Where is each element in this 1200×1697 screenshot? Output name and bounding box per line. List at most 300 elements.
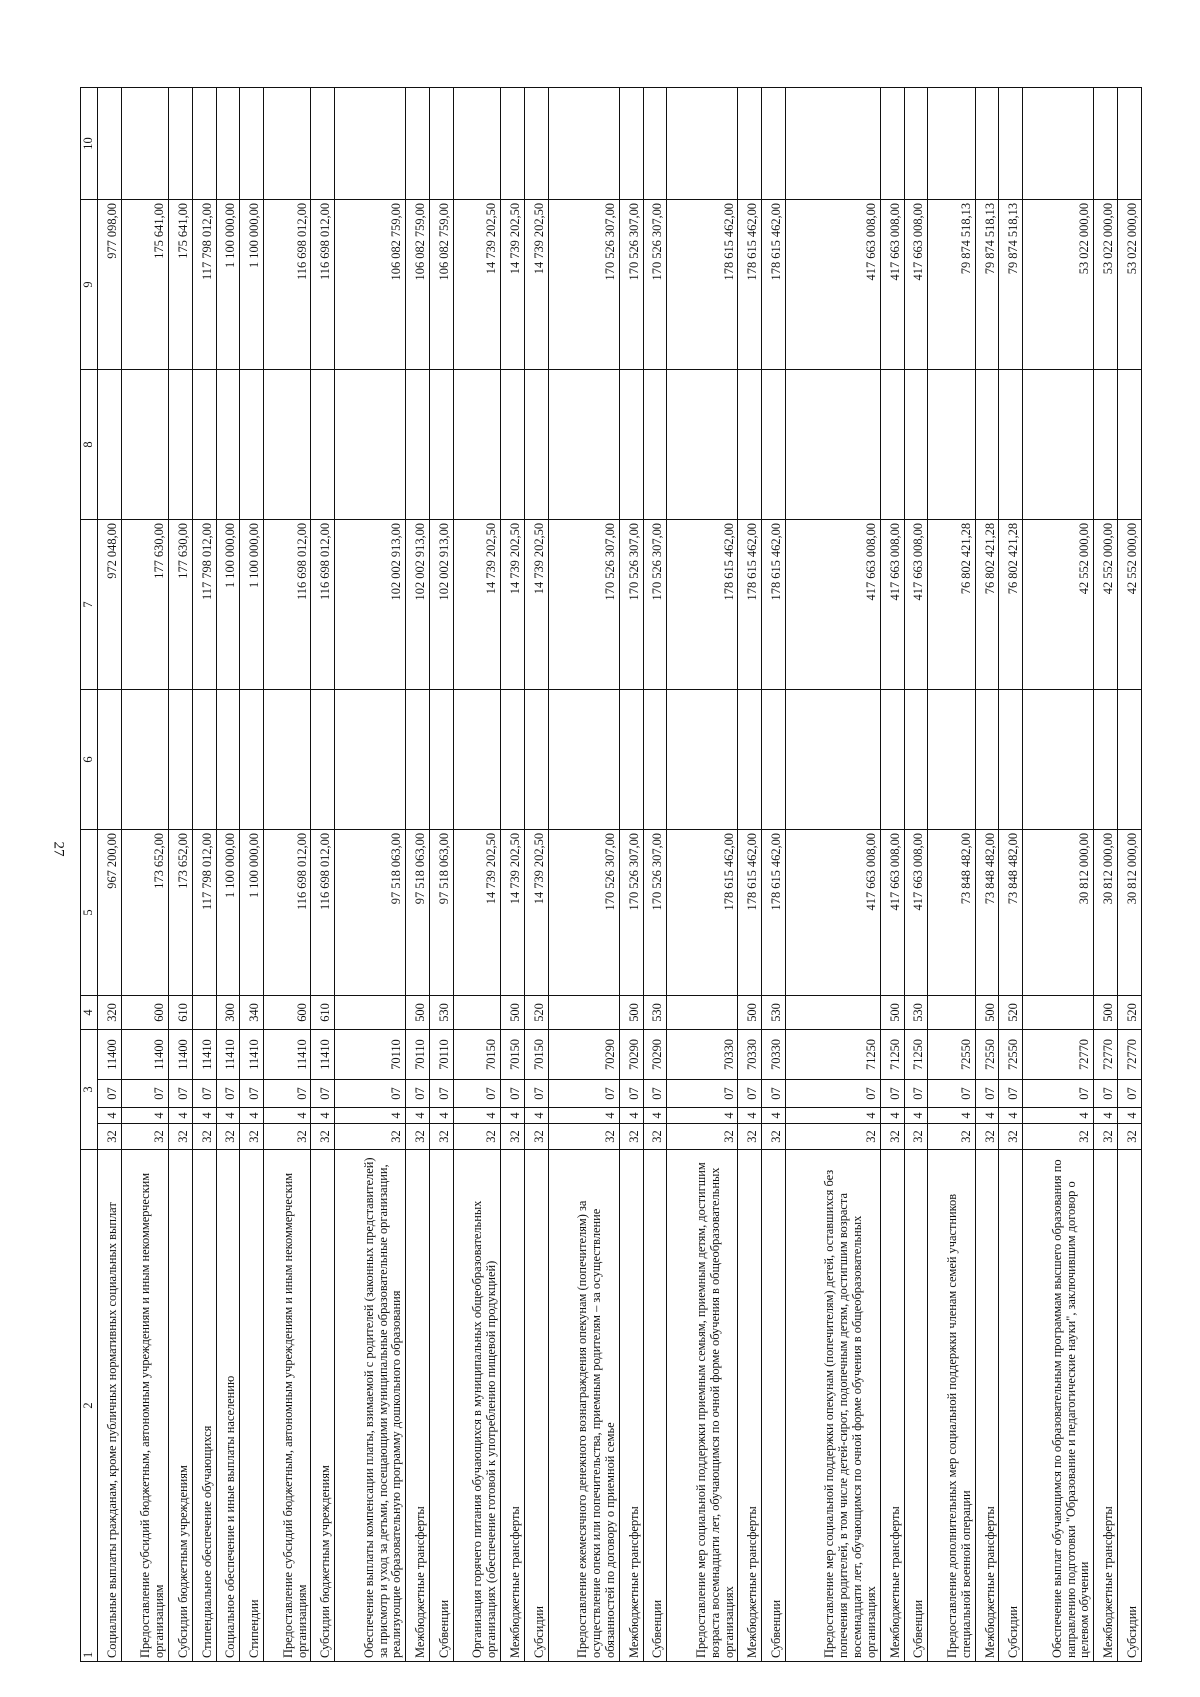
code-pp: 4 — [406, 1108, 430, 1124]
code-gp: 32 — [169, 1124, 193, 1150]
table-row — [785, 87, 880, 1661]
table-row — [548, 87, 619, 1661]
value-col-8 — [667, 369, 738, 519]
header-col-4: 4 — [81, 995, 98, 1029]
code-pp: 4 — [762, 1108, 786, 1124]
table-row — [453, 87, 500, 1661]
code-expense-type: 610 — [169, 995, 193, 1029]
row-name: Предоставление дополнительных мер социальной поддержки членам семей участников специальной военной операции — [928, 1150, 975, 1662]
value-col-7: 417 663 008,00 — [785, 519, 880, 689]
value-col-8 — [643, 369, 667, 519]
table-row — [240, 87, 264, 1661]
code-gp: 32 — [1118, 1124, 1142, 1150]
code-expense-type: 500 — [1094, 995, 1118, 1029]
value-col-6 — [738, 689, 762, 829]
value-col-5: 14 739 202,50 — [524, 829, 548, 995]
value-col-6 — [785, 689, 880, 829]
row-name: Межбюджетные трансферты — [406, 1150, 430, 1662]
code-expense-type: 500 — [501, 995, 525, 1029]
code-gp: 32 — [192, 1124, 216, 1150]
code-article: 72550 — [975, 1029, 999, 1079]
value-col-9: 53 022 000,00 — [1023, 199, 1094, 369]
value-col-7: 1 100 000,00 — [240, 519, 264, 689]
table-row — [1118, 87, 1142, 1661]
header-col-3: 3 — [81, 1029, 98, 1149]
value-col-7: 76 802 421,28 — [928, 519, 975, 689]
value-col-9: 106 082 759,00 — [430, 199, 454, 369]
code-pp: 4 — [880, 1108, 904, 1124]
code-gp: 32 — [524, 1124, 548, 1150]
table-row — [880, 87, 904, 1661]
value-col-7: 14 739 202,50 — [453, 519, 500, 689]
value-col-9: 106 082 759,00 — [406, 199, 430, 369]
code-article: 11410 — [216, 1029, 240, 1079]
value-col-9: 79 874 518,13 — [928, 199, 975, 369]
header-col-7: 7 — [81, 519, 98, 689]
value-col-6 — [192, 689, 216, 829]
code-pp: 4 — [999, 1108, 1023, 1124]
value-col-9: 116 698 012,00 — [311, 199, 335, 369]
code-pp: 4 — [453, 1108, 500, 1124]
code-gp: 32 — [311, 1124, 335, 1150]
code-gp: 32 — [904, 1124, 928, 1150]
code-article: 11410 — [311, 1029, 335, 1079]
value-col-5: 116 698 012,00 — [263, 829, 310, 995]
value-col-6 — [311, 689, 335, 829]
code-article: 71250 — [904, 1029, 928, 1079]
value-col-7: 177 630,00 — [169, 519, 193, 689]
table-row — [975, 87, 999, 1661]
value-col-7: 14 739 202,50 — [524, 519, 548, 689]
code-section: 07 — [1094, 1080, 1118, 1108]
code-article: 70110 — [406, 1029, 430, 1079]
value-col-10 — [1094, 87, 1118, 199]
value-col-6 — [263, 689, 310, 829]
value-col-8 — [1118, 369, 1142, 519]
code-article: 70330 — [738, 1029, 762, 1079]
value-col-7: 42 552 000,00 — [1118, 519, 1142, 689]
value-col-6 — [430, 689, 454, 829]
value-col-7: 117 798 012,00 — [192, 519, 216, 689]
value-col-8 — [928, 369, 975, 519]
code-pp: 4 — [928, 1108, 975, 1124]
value-col-9: 175 641,00 — [169, 199, 193, 369]
code-gp: 32 — [785, 1124, 880, 1150]
value-col-9: 53 022 000,00 — [1118, 199, 1142, 369]
rotated-table-container — [80, 88, 1142, 1662]
value-col-6 — [999, 689, 1023, 829]
value-col-5: 97 518 063,00 — [430, 829, 454, 995]
code-pp: 4 — [97, 1108, 121, 1124]
code-pp: 4 — [1118, 1108, 1142, 1124]
code-article: 72770 — [1094, 1029, 1118, 1079]
value-col-10 — [548, 87, 619, 199]
value-col-5: 73 848 482,00 — [999, 829, 1023, 995]
value-col-9: 14 739 202,50 — [501, 199, 525, 369]
value-col-8 — [406, 369, 430, 519]
value-col-10 — [192, 87, 216, 199]
code-article: 70150 — [524, 1029, 548, 1079]
row-name: Межбюджетные трансферты — [619, 1150, 643, 1662]
value-col-5: 1 100 000,00 — [240, 829, 264, 995]
row-name: Организация горячего питания обучающихся в муниципальных общеобразовательных организациях (обеспечение готовой к употреблению пищевой продукцией) — [453, 1150, 500, 1662]
value-col-5: 173 652,00 — [169, 829, 193, 995]
value-col-7: 116 698 012,00 — [263, 519, 310, 689]
code-gp: 32 — [453, 1124, 500, 1150]
row-name: Предоставление мер социальной поддержки опекунам (попечителям) детей, оставшихся без попечения родителей, в том числе детей-сирот, подопечным детям, достигшим возраста восемнадцати лет, обучающимся по очной форме обучения в общеобразовательных организациях — [785, 1150, 880, 1662]
value-col-10 — [975, 87, 999, 199]
value-col-10 — [999, 87, 1023, 199]
code-article: 11400 — [169, 1029, 193, 1079]
code-expense-type: 530 — [904, 995, 928, 1029]
code-section: 07 — [216, 1080, 240, 1108]
code-pp: 4 — [619, 1108, 643, 1124]
code-expense-type: 340 — [240, 995, 264, 1029]
value-col-8 — [430, 369, 454, 519]
value-col-10 — [406, 87, 430, 199]
value-col-10 — [524, 87, 548, 199]
code-section: 07 — [453, 1080, 500, 1108]
value-col-10 — [667, 87, 738, 199]
code-pp: 4 — [121, 1108, 168, 1124]
code-section: 07 — [619, 1080, 643, 1108]
value-col-5: 117 798 012,00 — [192, 829, 216, 995]
value-col-8 — [453, 369, 500, 519]
code-section: 07 — [785, 1080, 880, 1108]
table-row — [216, 87, 240, 1661]
code-gp: 32 — [97, 1124, 121, 1150]
value-col-10 — [216, 87, 240, 199]
code-expense-type: 500 — [406, 995, 430, 1029]
table-row — [999, 87, 1023, 1661]
code-expense-type: 320 — [97, 995, 121, 1029]
code-section: 07 — [999, 1080, 1023, 1108]
value-col-9: 1 100 000,00 — [240, 199, 264, 369]
value-col-8 — [975, 369, 999, 519]
value-col-10 — [263, 87, 310, 199]
value-col-7: 14 739 202,50 — [501, 519, 525, 689]
value-col-8 — [216, 369, 240, 519]
value-col-10 — [1023, 87, 1094, 199]
value-col-8 — [263, 369, 310, 519]
code-section: 07 — [406, 1080, 430, 1108]
code-section: 07 — [97, 1080, 121, 1108]
code-section: 07 — [240, 1080, 264, 1108]
code-expense-type: 520 — [1118, 995, 1142, 1029]
value-col-6 — [240, 689, 264, 829]
value-col-10 — [430, 87, 454, 199]
value-col-6 — [548, 689, 619, 829]
header-col-1-label: 1 — [81, 1651, 95, 1658]
code-expense-type: 500 — [975, 995, 999, 1029]
value-col-9: 116 698 012,00 — [263, 199, 310, 369]
value-col-6 — [643, 689, 667, 829]
table-row — [738, 87, 762, 1661]
row-name: Предоставление субсидий бюджетным, автономным учреждениям и иным некоммерческим организациям — [121, 1150, 168, 1662]
value-col-9: 14 739 202,50 — [524, 199, 548, 369]
table-row — [97, 87, 121, 1661]
code-section: 07 — [928, 1080, 975, 1108]
value-col-8 — [1094, 369, 1118, 519]
value-col-8 — [1023, 369, 1094, 519]
code-expense-type — [192, 995, 216, 1029]
code-section: 07 — [501, 1080, 525, 1108]
row-name: Субсидии — [999, 1150, 1023, 1662]
value-col-5: 30 812 000,00 — [1023, 829, 1094, 995]
value-col-6 — [619, 689, 643, 829]
value-col-5: 178 615 462,00 — [738, 829, 762, 995]
code-gp: 32 — [1094, 1124, 1118, 1150]
value-col-5: 170 526 307,00 — [548, 829, 619, 995]
value-col-6 — [880, 689, 904, 829]
code-expense-type: 530 — [643, 995, 667, 1029]
value-col-9: 178 615 462,00 — [738, 199, 762, 369]
code-expense-type: 500 — [619, 995, 643, 1029]
code-pp: 4 — [311, 1108, 335, 1124]
code-article: 70110 — [430, 1029, 454, 1079]
value-col-9: 178 615 462,00 — [667, 199, 738, 369]
code-article: 70290 — [548, 1029, 619, 1079]
table-body — [97, 87, 1141, 1661]
value-col-6 — [975, 689, 999, 829]
table-row — [335, 87, 406, 1661]
value-col-6 — [406, 689, 430, 829]
row-name: Субсидии — [524, 1150, 548, 1662]
value-col-9: 117 798 012,00 — [192, 199, 216, 369]
value-col-5: 417 663 008,00 — [785, 829, 880, 995]
value-col-10 — [762, 87, 786, 199]
value-col-8 — [501, 369, 525, 519]
value-col-5: 178 615 462,00 — [667, 829, 738, 995]
code-gp: 32 — [548, 1124, 619, 1150]
code-pp: 4 — [524, 1108, 548, 1124]
value-col-7: 178 615 462,00 — [738, 519, 762, 689]
code-expense-type — [1023, 995, 1094, 1029]
code-article: 70290 — [643, 1029, 667, 1079]
code-section: 07 — [263, 1080, 310, 1108]
row-name: Межбюджетные трансферты — [880, 1150, 904, 1662]
value-col-7: 42 552 000,00 — [1094, 519, 1118, 689]
value-col-9: 106 082 759,00 — [335, 199, 406, 369]
row-name: Субвенции — [762, 1150, 786, 1662]
code-article: 72770 — [1118, 1029, 1142, 1079]
code-gp: 32 — [406, 1124, 430, 1150]
code-section: 07 — [880, 1080, 904, 1108]
table-row — [311, 87, 335, 1661]
code-article: 11410 — [240, 1029, 264, 1079]
code-section: 07 — [548, 1080, 619, 1108]
value-col-7: 177 630,00 — [121, 519, 168, 689]
code-article: 11410 — [192, 1029, 216, 1079]
code-section: 07 — [1118, 1080, 1142, 1108]
value-col-10 — [738, 87, 762, 199]
value-col-8 — [785, 369, 880, 519]
code-article: 72550 — [928, 1029, 975, 1079]
value-col-10 — [643, 87, 667, 199]
code-pp: 4 — [548, 1108, 619, 1124]
value-col-8 — [619, 369, 643, 519]
value-col-6 — [121, 689, 168, 829]
value-col-7: 102 002 913,00 — [430, 519, 454, 689]
value-col-6 — [169, 689, 193, 829]
value-col-9: 170 526 307,00 — [643, 199, 667, 369]
value-col-5: 73 848 482,00 — [975, 829, 999, 995]
row-name: Субсидии — [1118, 1150, 1142, 1662]
value-col-5: 417 663 008,00 — [880, 829, 904, 995]
row-name: Субвенции — [904, 1150, 928, 1662]
row-name: Межбюджетные трансферты — [738, 1150, 762, 1662]
row-name: Предоставление субсидий бюджетным, автономным учреждениям и иным некоммерческим организациям — [263, 1150, 310, 1662]
row-name: Социальное обеспечение и иные выплаты населению — [216, 1150, 240, 1662]
code-gp: 32 — [430, 1124, 454, 1150]
value-col-6 — [904, 689, 928, 829]
row-name: Обеспечение выплаты компенсации платы, взимаемой с родителей (законных представителей) за присмотр и уход за детьми, посещающими муниципальные образовательные организации, реализующие образовательную программу дошкольного образования — [335, 1150, 406, 1662]
table-row — [904, 87, 928, 1661]
code-section: 07 — [311, 1080, 335, 1108]
value-col-7: 170 526 307,00 — [548, 519, 619, 689]
value-col-9: 170 526 307,00 — [548, 199, 619, 369]
code-section: 07 — [1023, 1080, 1094, 1108]
code-pp: 4 — [240, 1108, 264, 1124]
code-gp: 32 — [667, 1124, 738, 1150]
value-col-9: 14 739 202,50 — [453, 199, 500, 369]
value-col-5: 170 526 307,00 — [619, 829, 643, 995]
table-row — [430, 87, 454, 1661]
code-expense-type: 300 — [216, 995, 240, 1029]
value-col-8 — [524, 369, 548, 519]
header-col-1 — [81, 1150, 98, 1662]
value-col-9: 175 641,00 — [121, 199, 168, 369]
value-col-7: 417 663 008,00 — [904, 519, 928, 689]
code-article: 72550 — [999, 1029, 1023, 1079]
value-col-10 — [501, 87, 525, 199]
value-col-5: 14 739 202,50 — [453, 829, 500, 995]
value-col-8 — [548, 369, 619, 519]
code-expense-type — [928, 995, 975, 1029]
value-col-5: 173 652,00 — [121, 829, 168, 995]
code-expense-type — [335, 995, 406, 1029]
value-col-5: 73 848 482,00 — [928, 829, 975, 995]
row-name: Предоставление мер социальной поддержки приемным семьям, приемным детям, достигшим возраста восемнадцати лет, обучающимся по очной форме обучения в общеобразовательных организациях — [667, 1150, 738, 1662]
value-col-8 — [335, 369, 406, 519]
value-col-6 — [1094, 689, 1118, 829]
code-gp: 32 — [643, 1124, 667, 1150]
code-expense-type: 600 — [263, 995, 310, 1029]
code-pp: 4 — [263, 1108, 310, 1124]
value-col-6 — [524, 689, 548, 829]
code-gp: 32 — [738, 1124, 762, 1150]
value-col-7: 170 526 307,00 — [643, 519, 667, 689]
row-name: Стипендиальное обеспечение обучающихся — [192, 1150, 216, 1662]
code-section: 07 — [121, 1080, 168, 1108]
code-expense-type — [785, 995, 880, 1029]
row-name: Субсидии бюджетным учреждениям — [169, 1150, 193, 1662]
value-col-9: 1 100 000,00 — [216, 199, 240, 369]
code-pp: 4 — [785, 1108, 880, 1124]
code-pp: 4 — [1094, 1108, 1118, 1124]
value-col-8 — [169, 369, 193, 519]
header-col-10: 10 — [81, 87, 98, 199]
code-expense-type: 600 — [121, 995, 168, 1029]
value-col-10 — [311, 87, 335, 199]
row-name: Социальные выплаты гражданам, кроме публичных нормативных социальных выплат — [97, 1150, 121, 1662]
code-article: 71250 — [880, 1029, 904, 1079]
code-pp: 4 — [738, 1108, 762, 1124]
code-section: 07 — [904, 1080, 928, 1108]
value-col-9: 79 874 518,13 — [999, 199, 1023, 369]
code-article: 71250 — [785, 1029, 880, 1079]
value-col-10 — [928, 87, 975, 199]
header-col-5: 5 — [81, 829, 98, 995]
code-gp: 32 — [880, 1124, 904, 1150]
table-row — [928, 87, 975, 1661]
value-col-7: 102 002 913,00 — [335, 519, 406, 689]
value-col-8 — [999, 369, 1023, 519]
value-col-9: 178 615 462,00 — [762, 199, 786, 369]
code-pp: 4 — [643, 1108, 667, 1124]
code-gp: 32 — [975, 1124, 999, 1150]
code-expense-type — [667, 995, 738, 1029]
table-row — [667, 87, 738, 1661]
document-table-area — [80, 88, 1142, 1662]
code-gp: 32 — [121, 1124, 168, 1150]
table-row — [192, 87, 216, 1661]
row-name: Предоставление ежемесячного денежного вознаграждения опекунам (попечителям) за осуществление опеки или попечительства, приемным родителям – за осуществление обязанностей по договору о приемной семье — [548, 1150, 619, 1662]
value-col-10 — [904, 87, 928, 199]
value-col-5: 30 812 000,00 — [1094, 829, 1118, 995]
code-gp: 32 — [240, 1124, 264, 1150]
value-col-5: 417 663 008,00 — [904, 829, 928, 995]
value-col-10 — [240, 87, 264, 199]
value-col-5: 14 739 202,50 — [501, 829, 525, 995]
header-col-2-label: 2 — [81, 1402, 95, 1409]
table-row — [1094, 87, 1118, 1661]
value-col-6 — [762, 689, 786, 829]
code-section: 07 — [667, 1080, 738, 1108]
code-pp: 4 — [501, 1108, 525, 1124]
value-col-9: 417 663 008,00 — [904, 199, 928, 369]
code-pp: 4 — [430, 1108, 454, 1124]
row-name: Межбюджетные трансферты — [1094, 1150, 1118, 1662]
code-gp: 32 — [619, 1124, 643, 1150]
header-col-6: 6 — [81, 689, 98, 829]
code-gp: 32 — [335, 1124, 406, 1150]
table-row — [263, 87, 310, 1661]
value-col-6 — [335, 689, 406, 829]
value-col-10 — [335, 87, 406, 199]
value-col-10 — [97, 87, 121, 199]
value-col-9: 53 022 000,00 — [1094, 199, 1118, 369]
code-expense-type — [548, 995, 619, 1029]
code-article: 70150 — [501, 1029, 525, 1079]
value-col-7: 1 100 000,00 — [216, 519, 240, 689]
header-col-8: 8 — [81, 369, 98, 519]
table-row — [524, 87, 548, 1661]
value-col-8 — [192, 369, 216, 519]
value-col-9: 417 663 008,00 — [785, 199, 880, 369]
page-number — [48, 0, 68, 1697]
value-col-9: 977 098,00 — [97, 199, 121, 369]
code-pp: 4 — [904, 1108, 928, 1124]
header-col-9: 9 — [81, 199, 98, 369]
value-col-6 — [216, 689, 240, 829]
value-col-6 — [1023, 689, 1094, 829]
code-section: 07 — [169, 1080, 193, 1108]
code-pp: 4 — [216, 1108, 240, 1124]
value-col-7: 178 615 462,00 — [667, 519, 738, 689]
code-article: 70330 — [762, 1029, 786, 1079]
code-gp: 32 — [263, 1124, 310, 1150]
